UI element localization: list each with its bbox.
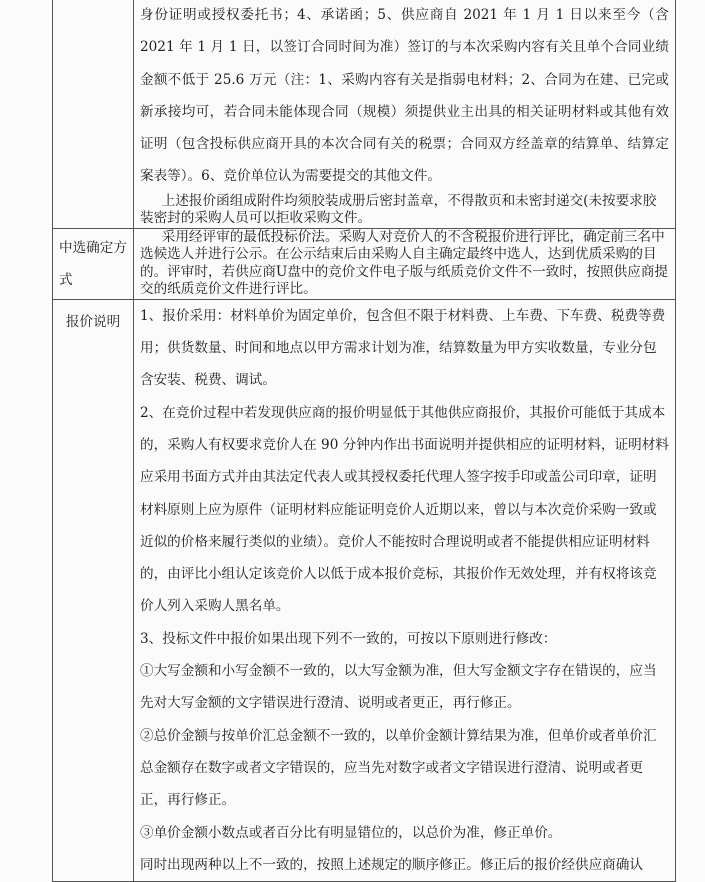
row-content [134, 228, 676, 299]
paragraph: 2、在竞价过程中若发现供应商的报价明显低于其他供应商报价，其报价可能低于其成本的，采购人有权要求竞价人在 90 分钟内作出书面说明并提供相应的证明材料，证明材料应采用书面方式并由其法定代表人或其授权委托代理人签字按手印或盖公司印章，证明材料原则上应为原件（证明材料应能证明竞价人近期以来，曾以与本次竞价采购一致或近似的价格来履行类似的业绩）。竞价人不能按时合理说明或者不能提供相应证明材料的，由评比小组认定该竞价人以低于成本报价竞标，其报价作无效处理，并有权将该竞价人列入采购人黑名单。 [140, 404, 669, 615]
paragraph: 采用经评审的最低投标价法。采购人对竞价人的不含税报价进行评比，确定前三名中选候选人并进行公示。在公示结束后由采购人自主确定最终中选人，达到优质采购的目的。评审时，若供应商U盘中的竞价文件电子版与纸质竞价文件不一致时，按照供应商提交的纸质竞价文件进行评比。 [140, 228, 669, 298]
paragraph: ①大写金额和小写金额不一致的，以大写金额为准，但大写金额文字存在错误的，应当先对大写金额的文字错误进行澄清、说明或者更正，再行修正。 [140, 663, 657, 712]
document-table [52, 0, 676, 882]
paragraph: 身份证明或授权委托书；4、承诺函；5、供应商自 2021 年 1 月 1 日以来至今（含 2021 年 1 月 1 日，以签订合同时间为准）签订的与本次采购内容有关且单个合同业绩金额不低于 25.6 万元（注：1、采购内容有关是指弱电材料；2、合同为在建、已完或新承接均可，若合同未能体现合同（规模）须提供业主出具的相关证明材料或其他有效证明（包含投标供应商开具的本次合同有关的税票；合同双方经盖章的结算单、结算定案表等）。6、竞价单位认为需要提交的其他文件。 [140, 7, 669, 185]
row-label [53, 0, 134, 228]
paragraph: ②总价金额与按单价汇总金额不一致的，以单价金额计算结果为准，但单价或者单价汇总金额存在数字或者文字错误的，应当先对数字或者文字错误进行澄清、说明或者更正，再行修正。 [140, 727, 657, 809]
table-row-selection-method [53, 228, 676, 299]
paragraph: ③单价金额小数点或者百分比有明显错位的，以总价为准，修正单价。 [140, 824, 562, 841]
row-label: 中选确定方式 [53, 228, 134, 299]
row-content [134, 299, 676, 881]
paragraph: 1、报价采用：材料单价为固定单价，包含但不限于材料费、上车费、下车费、税费等费用；供货数量、时间和地点以甲方需求计划为准，结算数量为甲方实收数量，专业分包含安装、税费、调试。 [140, 307, 666, 389]
paragraph: 同时出现两种以上不一致的，按照上述规定的顺序修正。修正后的报价经供应商确认 [140, 856, 643, 873]
paragraph: 上述报价函组成附件均须胶装成册后密封盖章，不得散页和未密封递交(未按要求胶装密封的采购人员可以拒收采购文件。 [140, 192, 657, 227]
paragraph: 3、投标文件中报价如果出现下列不一致的，可按以下原则进行修改： [140, 630, 557, 647]
row-content [134, 0, 676, 228]
table-row-quotation-notes [53, 299, 676, 881]
row-label: 报价说明 [53, 299, 134, 881]
table-row-submission-docs [53, 0, 676, 228]
